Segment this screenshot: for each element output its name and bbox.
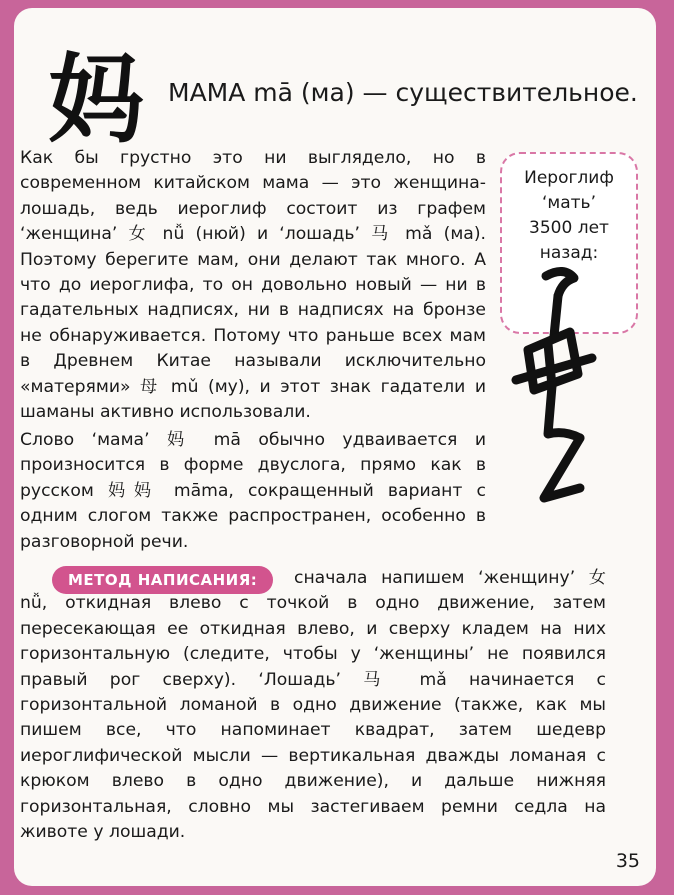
callout-line: ‘мать’ bbox=[542, 193, 596, 213]
paragraph-etymology: Как бы грустно это ни выглядело, но в современном китайском мама — это женщина-лошадь, ведь иероглиф состоит из графем ‘женщина’ 女 nǚ (нюй) и ‘лошадь’ 马 mǎ (ма). Поэтому берегите мам, они делают так много. А что до иероглифа, то он довольно новый — ни в гадательных надписях, ни в надписях на бронзе не обнаруживается. Потому что раньше всех мам в Древнем Китае называли исключительно «матерями» 母 mǔ (му), и этот знак гадатели и шаманы активно использовали. bbox=[20, 148, 486, 423]
hanzi-character: 妈 bbox=[48, 43, 144, 156]
callout-text bbox=[502, 166, 636, 266]
oracle-bone-mother-glyph-icon bbox=[508, 262, 598, 512]
callout-line: 3500 лет bbox=[529, 218, 609, 238]
page-number: 35 bbox=[615, 850, 640, 872]
entry-title: МАМА mā (ма) — существительное. bbox=[168, 78, 638, 107]
callout-line: назад: bbox=[539, 243, 599, 263]
entry-header bbox=[48, 43, 648, 158]
paragraph-writing-method: сначала напишем ‘женщину’ 女 nǚ, откидная влево с точкой в одно движение, затем пересекающая ее откидная влево, и сверху кладем на них горизонтальную (следите, чтобы у ‘женщины’ не появился правый рог сверху). ‘Лошадь’ 马 mǎ начинается с горизонтальной ломаной в одно движение (также, как мы пишем все, что напоминает квадрат, затем шедевр иероглифической мысли — вертикальная дважды ломаная с крюком влево в одно движение), и дальше нижняя горизонтальная, словно мы застегиваем ремни седла на животе у лошади. bbox=[20, 568, 606, 843]
book-page bbox=[14, 8, 656, 886]
callout-line: Иероглиф bbox=[524, 168, 614, 188]
method-badge: МЕТОД НАПИСАНИЯ: bbox=[52, 566, 273, 594]
paragraph-usage: Слово ‘мама’ 妈 mā обычно удваивается и произносится в форме двуслога, прямо как в русском 妈妈 māma, сокращенный вариант с одним слогом также распространен, особенно в разговорной речи. bbox=[20, 430, 486, 552]
